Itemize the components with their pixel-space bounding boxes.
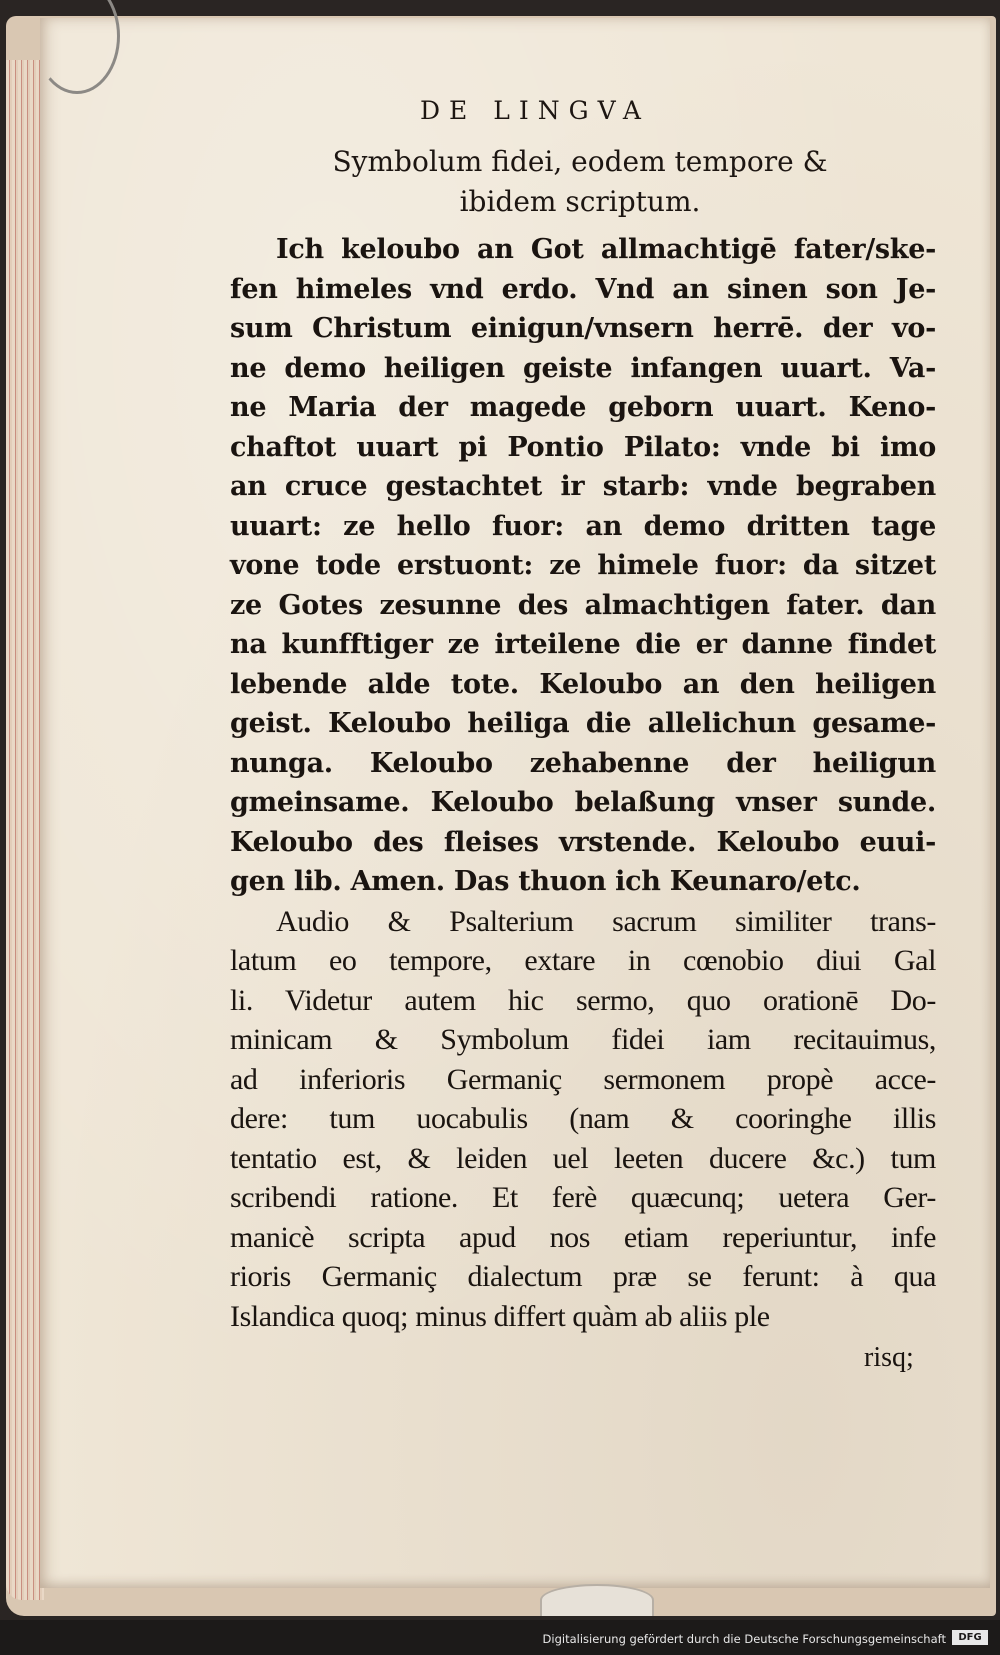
creed-line: vone tode erstuont: ze himele fuor: da sitzet [230,550,936,581]
body-text [230,230,936,1336]
creed-line: an cruce gestachtet ir starb: vnde begraben [230,471,936,502]
creed-line: chaftot uuart pi Pontio Pilato: vnde bi imo [230,431,936,463]
latin-block [230,902,936,1337]
creed-block [230,230,936,902]
section-title [300,142,860,222]
title-line: Symbolum fidei, eodem tempore & [332,145,828,178]
footer-bar [0,1620,1000,1655]
latin-line: rioris Germaniç dialectum præ se ferunt: à qua [230,1260,936,1293]
creed-line: fen himeles vnd erdo. Vnd an sinen son Je- [230,273,936,305]
latin-line: Islandica quoq; minus differt quàm ab aliis ple [230,1299,770,1333]
catchword: risq; [864,1342,914,1373]
latin-line: li. Videtur autem hic sermo, quo orationē Do- [230,983,936,1017]
latin-line: Audio & Psalterium sacrum similiter trans- [276,904,936,938]
latin-line: dere: tum uocabulis (nam & cooringhe illis [230,1102,936,1135]
creed-line: sum Christum einigun/vnsern herrē. der vo- [230,313,936,344]
dfg-logo: DFG [952,1630,988,1645]
creed-line: Ich keloubo an Got allmachtigē fater/ske- [276,234,936,265]
creed-line: geist. Keloubo heiliga die allelichun gesame- [230,708,936,739]
page-clip [540,1584,654,1616]
creed-line: ne demo heiligen geiste infangen uuart. Va- [230,352,936,384]
latin-line: ad inferioris Germaniç sermonem propè acce- [230,1062,936,1096]
page-edges [6,60,44,1600]
latin-line: minicam & Symbolum fidei iam recitauimus, [230,1023,936,1056]
creed-line: na kunfftiger ze irteilene die er danne findet [230,629,936,660]
creed-line: nunga. Keloubo zehabenne der heiligun [230,747,936,779]
creed-line: gmeinsame. Keloubo belaßung vnser sunde. [230,787,936,818]
creed-line: ne Maria der magede geborn uuart. Keno- [230,392,936,423]
latin-line: manicè scripta apud nos etiam reperiuntur, infe [230,1220,936,1254]
creed-line: lebende alde tote. Keloubo an den heiligen [230,668,936,700]
title-line: ibidem scriptum. [459,185,701,218]
creed-line: Keloubo des fleises vrstende. Keloubo euui- [230,826,936,858]
creed-line: ze Gotes zesunne des almachtigen fater. dan [230,589,936,621]
creed-line: uuart: ze hello fuor: an demo dritten tage [230,510,936,542]
running-header: DE LINGVA [420,96,650,125]
creed-line: gen lib. Amen. Das thuon ich Keunaro/etc. [230,866,861,897]
latin-line: tentatio est, & leiden uel leeten ducere &c.) tum [230,1141,936,1175]
funding-notice: Digitalisierung gefördert durch die Deutsche Forschungsgemeinschaft [542,1632,946,1646]
latin-line: scribendi ratione. Et ferè quæcunq; uetera Ger- [230,1181,936,1214]
binding-ring [34,0,120,94]
latin-line: latum eo tempore, extare in cœnobio diui Gal [230,944,936,977]
